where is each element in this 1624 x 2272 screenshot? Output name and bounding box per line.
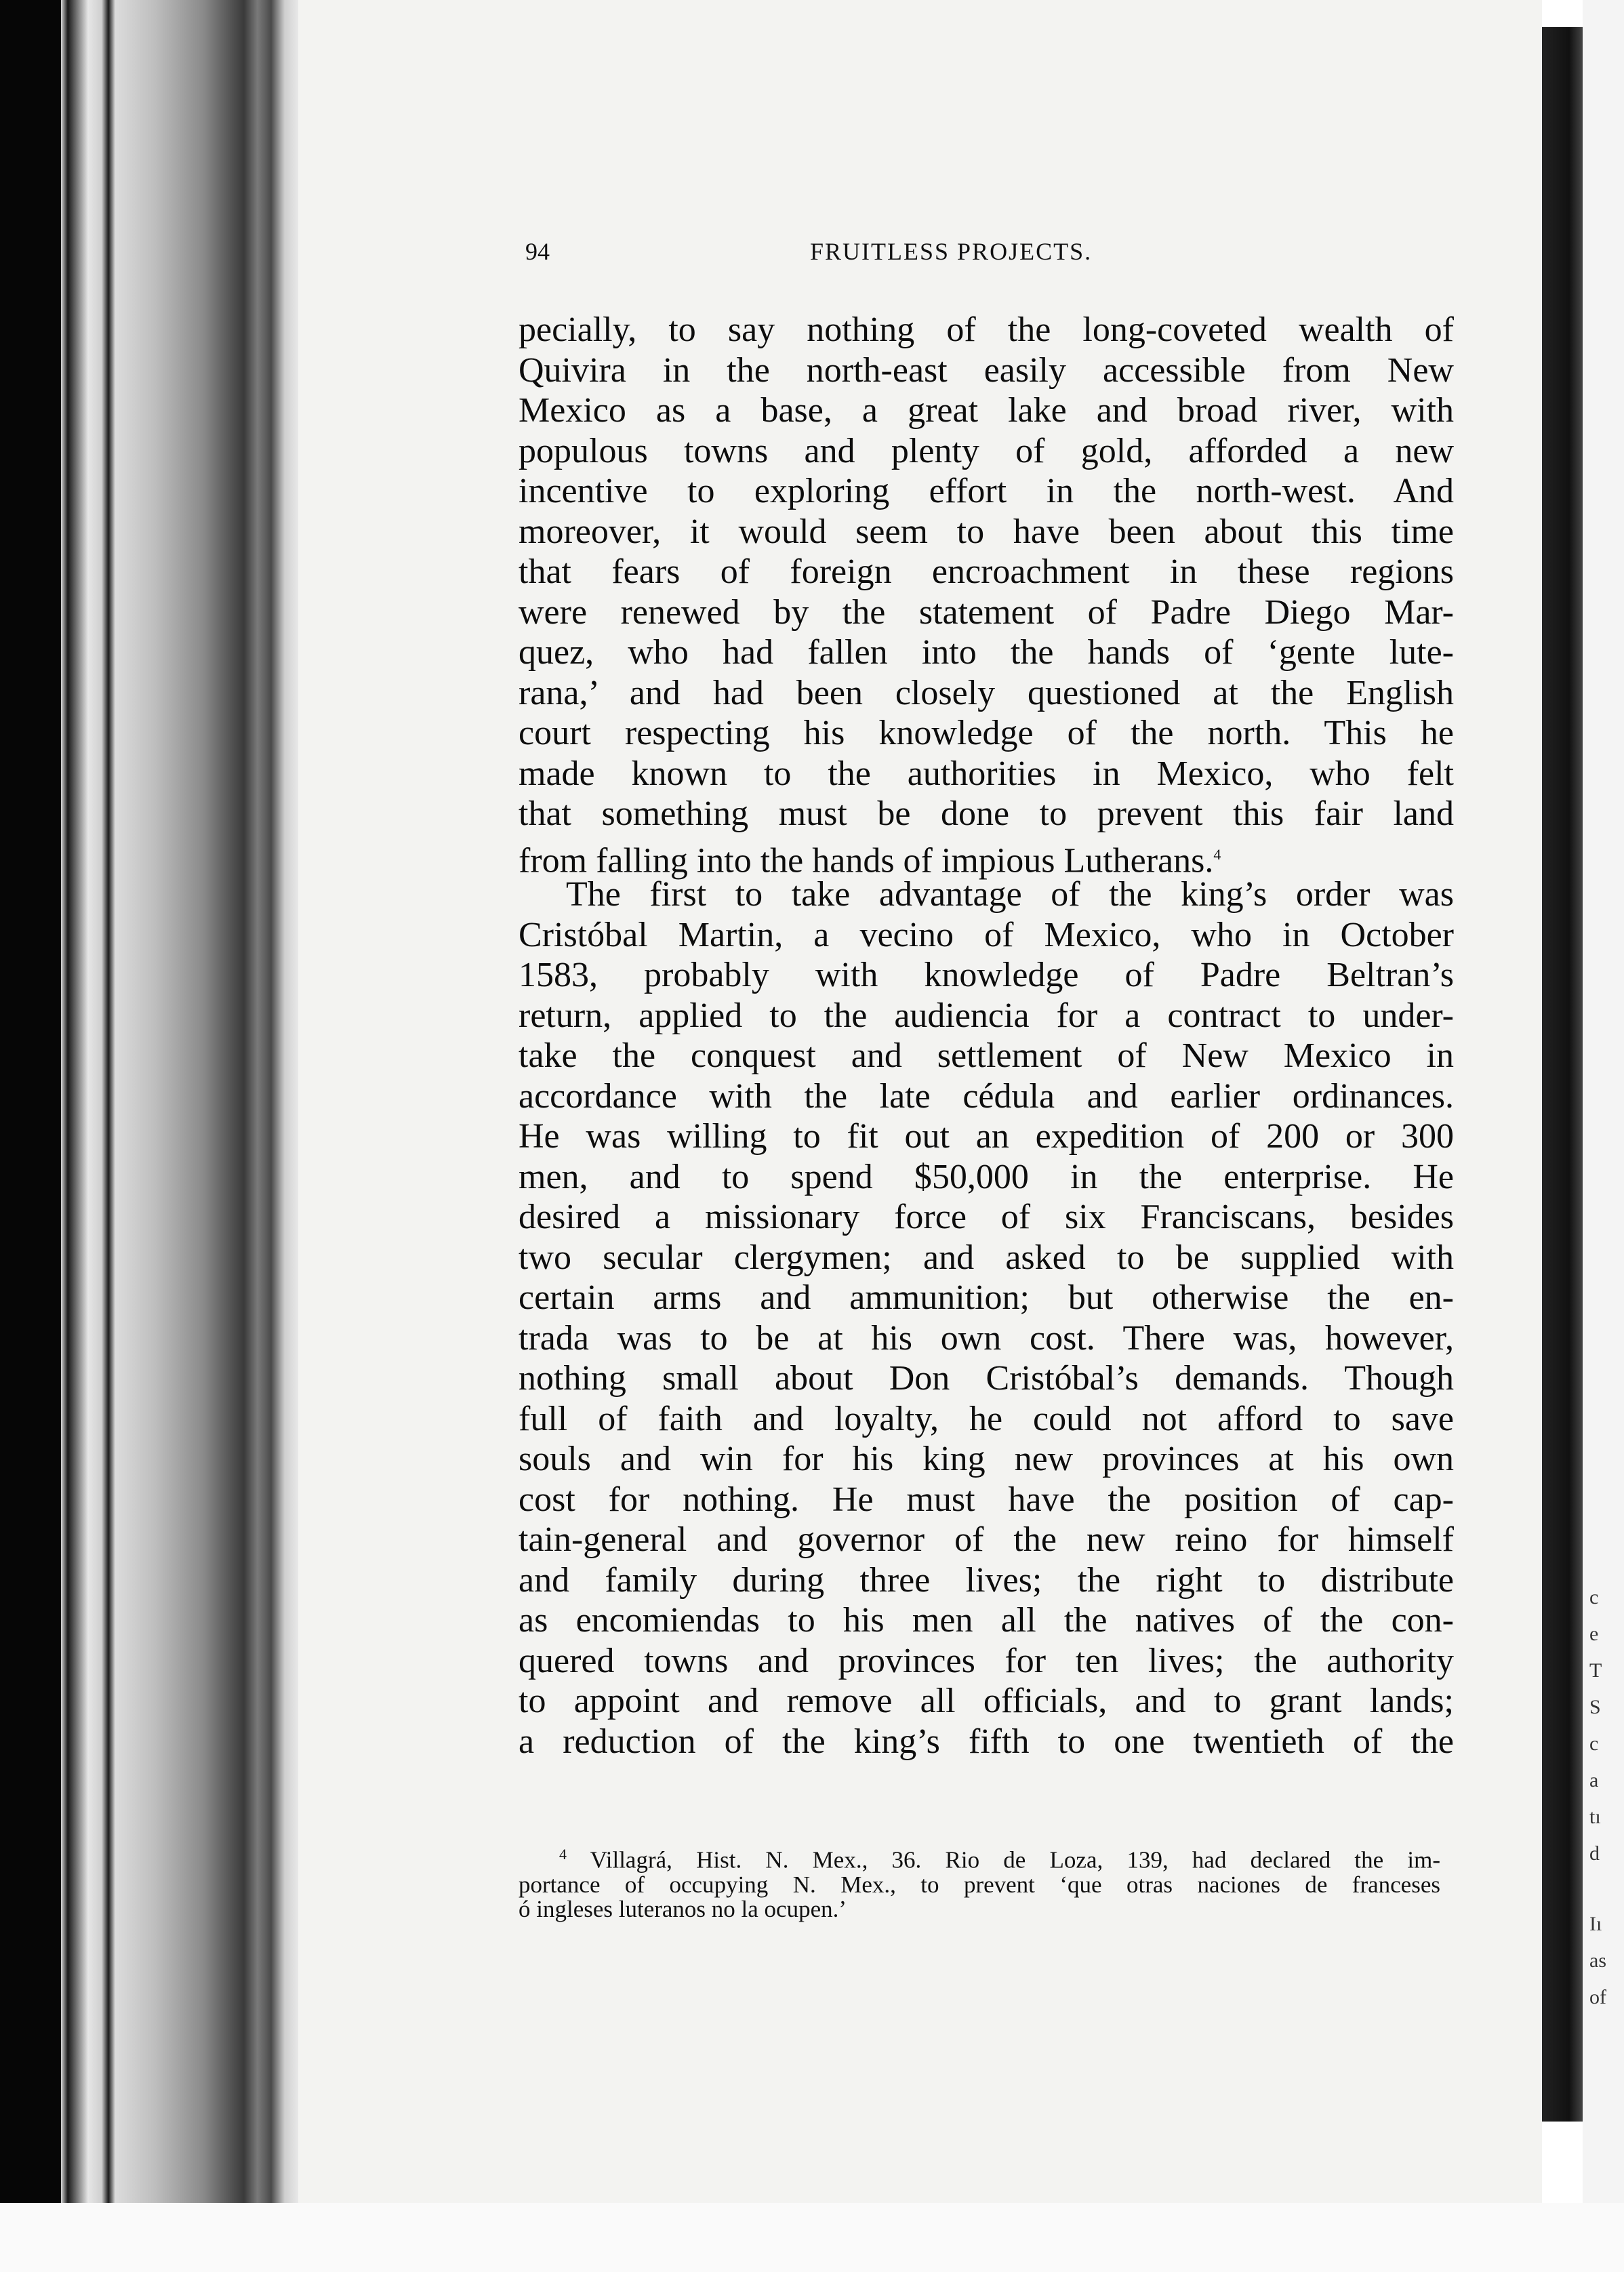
facing-page-fragment: e: [1589, 1623, 1599, 1645]
body-line: rana,’ and had been closely questioned at the English: [519, 673, 1454, 712]
facing-page-fragment: Iı: [1589, 1913, 1602, 1935]
footnote-text: Villagrá, Hist. N. Mex., 36. Rio de Loza, 139, had declared the im-: [567, 1846, 1440, 1873]
facing-page-fragment: a: [1589, 1769, 1599, 1791]
footnote-line: ó ingleses luteranos no la ocupen.’: [519, 1895, 847, 1922]
facing-page-text-fragments: [1589, 1579, 1623, 2016]
body-line: were renewed by the statement of Padre Diego Mar-: [519, 592, 1454, 632]
book-binding-edge: [0, 0, 298, 2272]
body-line: from falling into the hands of impious Lutherans.$^4$: [519, 840, 1221, 880]
body-line: 1583, probably with knowledge of Padre Beltran’s: [519, 956, 1454, 994]
body-line: return, applied to the audiencia for a contract to under-: [519, 996, 1454, 1035]
body-line: quez, who had fallen into the hands of ‘gente lute-: [519, 633, 1454, 672]
body-line: that fears of foreign encroachment in these regions: [519, 552, 1454, 591]
body-line: full of faith and loyalty, he could not afford to save: [519, 1399, 1454, 1438]
body-line: Mexico as a base, a great lake and broad river, with: [519, 391, 1454, 430]
body-line: He was willing to fit out an expedition of 200 or 300: [519, 1117, 1454, 1156]
body-text: [519, 310, 1454, 1762]
body-line: that something must be done to prevent this fair land: [519, 794, 1454, 833]
footnote-reference: 4: [1213, 845, 1221, 863]
footnote: [519, 1842, 1440, 1922]
body-line: moreover, it would seem to have been about this time: [519, 512, 1454, 551]
body-line: pecially, to say nothing of the long-coveted wealth of: [519, 310, 1454, 349]
body-line: incentive to exploring effort in the north-west. And: [519, 472, 1454, 510]
page-number: 94: [525, 238, 550, 265]
body-line: men, and to spend $50,000 in the enterprise. He: [519, 1157, 1454, 1196]
running-title: FRUITLESS PROJECTS.: [810, 238, 1093, 265]
body-line: accordance with the late cédula and earlier ordinances.: [519, 1076, 1454, 1116]
page-gutter-shadow: [1542, 27, 1583, 2122]
body-line: as encomiendas to his men all the natives of the con-: [519, 1601, 1454, 1640]
body-line: trada was to be at his own cost. There was, however,: [519, 1318, 1454, 1358]
facing-page-fragment: c: [1589, 1586, 1599, 1608]
body-line: a reduction of the king’s fifth to one twentieth of the: [519, 1722, 1454, 1761]
body-line: court respecting his knowledge of the north. This he: [519, 714, 1454, 752]
body-line: populous towns and plenty of gold, afforded a new: [519, 431, 1454, 470]
body-line: and family during three lives; the right to distribute: [519, 1560, 1454, 1600]
body-line: tain-general and governor of the new reino for himself: [519, 1520, 1454, 1559]
facing-page-fragment: of: [1589, 1986, 1606, 2008]
footnote-marker: 4: [559, 1846, 567, 1863]
body-line: nothing small about Don Cristóbal’s demands. Though: [519, 1359, 1454, 1398]
body-line: made known to the authorities in Mexico, who felt: [519, 754, 1454, 793]
body-line: certain arms and ammunition; but otherwise the en-: [519, 1278, 1454, 1317]
footnote-line: [519, 1842, 1440, 1873]
body-line: Quivira in the north-east easily accessible from New: [519, 350, 1454, 390]
body-line: take the conquest and settlement of New Mexico in: [519, 1036, 1454, 1075]
body-line: The first to take advantage of the king’s order was: [566, 875, 1454, 914]
facing-page-fragment: T: [1589, 1659, 1602, 1682]
body-line: Cristóbal Martin, a vecino of Mexico, who in October: [519, 915, 1454, 954]
facing-page-fragment: tı: [1589, 1806, 1601, 1828]
facing-page-fragment: S: [1589, 1696, 1601, 1718]
body-line: to appoint and remove all officials, and to grant lands;: [519, 1682, 1454, 1720]
facing-page-fragment: c: [1589, 1732, 1599, 1755]
body-line: desired a missionary force of six Franciscans, besides: [519, 1198, 1454, 1236]
scan-bottom-margin: [0, 2203, 1624, 2272]
footnote-line: portance of occupying N. Mex., to prevent ‘que otras naciones de franceses: [519, 1871, 1440, 1898]
body-line: quered towns and provinces for ten lives; the authority: [519, 1641, 1454, 1680]
body-line: cost for nothing. He must have the position of cap-: [519, 1480, 1454, 1519]
facing-page-fragment: as: [1589, 1949, 1606, 1972]
body-line: two secular clergymen; and asked to be supplied with: [519, 1238, 1454, 1277]
running-header: [525, 237, 1440, 285]
body-line: souls and win for his king new provinces at his own: [519, 1440, 1454, 1478]
facing-page-fragment: d: [1589, 1842, 1600, 1865]
